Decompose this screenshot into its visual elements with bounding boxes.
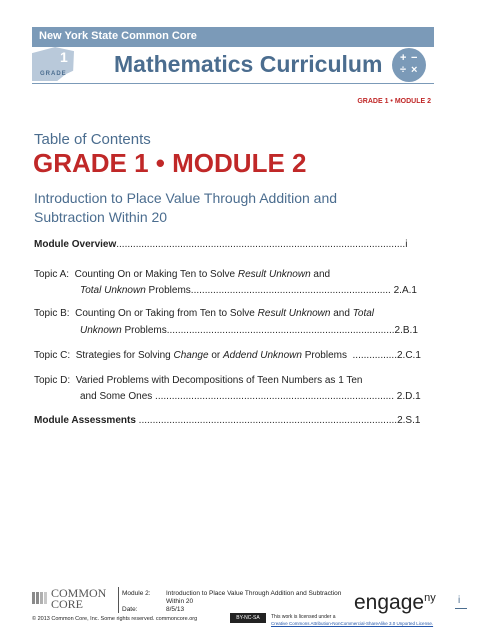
toc-entry-topic-b-line2 (80, 325, 418, 336)
math-operations-icon: + − ÷ × (392, 48, 426, 82)
entry-title: Problems (145, 285, 191, 296)
entry-dots: ...................................................................................... (155, 391, 394, 402)
banner-text: New York State Common Core (39, 30, 197, 42)
grade-module-title: GRADE 1 • MODULE 2 (33, 148, 307, 178)
entry-title: Counting On or Taking from Ten to Solve (75, 308, 258, 319)
toc-entry-overview (34, 239, 407, 250)
entry-title: Problems (121, 325, 167, 336)
common-core-logo-text (51, 588, 106, 610)
toc-label: Table of Contents (34, 131, 151, 148)
entry-emphasis: Result Unknown (237, 269, 311, 280)
entry-page: 2.A.1 (393, 285, 417, 296)
entry-page: 2.S.1 (397, 415, 421, 426)
entry-label: Module Assessments (34, 415, 136, 426)
logo-line-1: COMMON (51, 586, 107, 600)
entry-emphasis: Unknown (80, 325, 122, 336)
entry-prefix: Topic A: (34, 269, 70, 280)
entry-emphasis: Change (173, 350, 209, 361)
footer-module-text-1: Introduction to Place Value Through Addition and Subtraction (166, 590, 342, 597)
entry-title-mid: or (208, 350, 223, 361)
cc-license-badge-icon: BY-NC-SA (230, 613, 266, 623)
grade-word: GRADE (40, 71, 67, 77)
entry-emphasis: Result Unknown (257, 308, 331, 319)
entry-title-end: Problems (301, 350, 347, 361)
entry-title: Varied Problems with Decompositions of Teen Numbers as 1 Ten (75, 375, 363, 386)
footer-module-label: Module 2: (122, 590, 151, 597)
toc-entry-topic-d (34, 375, 363, 386)
curriculum-title: Mathematics Curriculum (114, 51, 383, 77)
entry-dots: ............................................................................................. (138, 415, 398, 426)
header-divider (32, 83, 434, 84)
entry-title: and Some Ones (80, 391, 153, 402)
entry-emphasis: Total Unknown (80, 285, 146, 296)
page-number-underline (455, 608, 467, 609)
common-core-logo-icon (32, 592, 48, 604)
entry-emphasis-2: Addend Unknown (223, 350, 302, 361)
footer-license-link[interactable]: Creative Commons Attribution-NonCommercial-ShareAlike 3.0 Unported License. (271, 621, 434, 626)
toc-entry-topic-a (34, 269, 330, 280)
footer-copyright: © 2013 Common Core, Inc. Some rights reserved. commoncore.org (32, 616, 198, 622)
entry-page: 2.C.1 (396, 350, 421, 361)
footer-date-label: Date: (122, 606, 138, 613)
entry-page: 2.B.1 (394, 325, 418, 336)
entry-prefix: Topic D: (34, 375, 71, 386)
entry-title-end: and (310, 269, 331, 280)
entry-dots: ........................................................................................................ (116, 239, 406, 250)
footer-date: 8/5/13 (166, 606, 185, 613)
toc-entry-topic-c (34, 350, 421, 361)
entry-prefix: Topic C: (34, 350, 71, 361)
toc-entry-topic-d-line2 (80, 391, 421, 402)
entry-dots: ................ (352, 350, 397, 361)
engage-sup: ny (424, 592, 436, 604)
page-number: i (458, 595, 461, 606)
engage-text: engage (354, 591, 425, 614)
engageny-logo (354, 591, 436, 615)
toc-entry-assessments (34, 415, 420, 426)
entry-emphasis-2: Total (352, 308, 375, 319)
entry-label: Module Overview (34, 239, 117, 250)
entry-title: Strategies for Solving (75, 350, 174, 361)
toc-entry-topic-a-line2 (80, 285, 417, 296)
footer-divider (118, 587, 119, 613)
entry-title: Counting On or Making Ten to Solve (74, 269, 238, 280)
footer-module-text-2: Within 20 (166, 598, 194, 605)
entry-dots: ........................................................................ (190, 285, 391, 296)
entry-page: i (405, 239, 408, 250)
toc-entry-topic-b (34, 308, 374, 319)
entry-page: 2.D.1 (396, 391, 421, 402)
grade-number: 1 (60, 49, 68, 65)
header-banner (32, 27, 434, 47)
module-tag: GRADE 1 • MODULE 2 (357, 98, 431, 105)
logo-line-2: CORE (51, 597, 84, 611)
entry-title-mid: and (330, 308, 353, 319)
module-subtitle: Introduction to Place Value Through Addition and Subtraction Within 20 (34, 190, 338, 225)
entry-dots: .................................................................................. (166, 325, 395, 336)
entry-prefix: Topic B: (34, 308, 70, 319)
footer-license-1: This work is licensed under a (271, 614, 336, 620)
